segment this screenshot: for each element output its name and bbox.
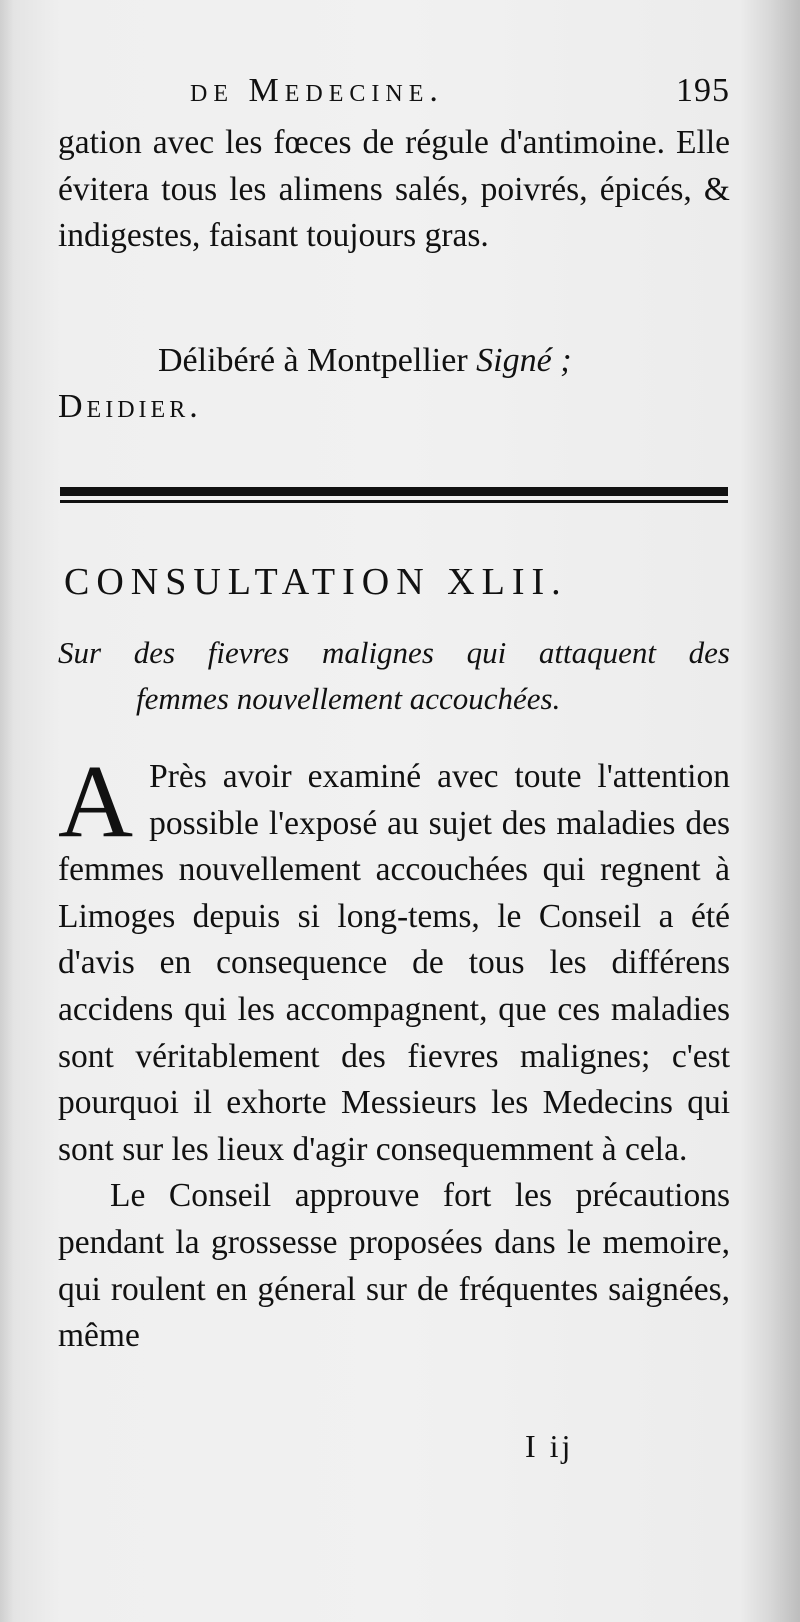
drop-cap: A xyxy=(58,744,134,859)
consultation-title: CONSULTATION XLII. xyxy=(64,561,568,603)
continued-text: gation avec les fœces de régule d'antimoine. Elle évitera tous les alimens salés, poivrés, épicés, & indigestes, faisant toujours gras. xyxy=(58,124,730,255)
paragraph-1-text: Près avoir examiné avec toute l'attention possible l'exposé au sujet des maladies des femmes nouvellement accouchées qui regnent à Limoges depuis si long-tems, le Conseil a été d'avis en consequence de tous les différens accidens qui les accompagnent, que ces maladies sont véritablement des fievres malignes; c'est pourquoi il exhorte Messieurs les Medecins qui sont sur les lieux d'agir consequemment à cela. xyxy=(58,758,730,1168)
signe-word: Signé ; xyxy=(476,342,572,379)
page-header xyxy=(190,72,730,112)
section-rule-thin xyxy=(60,500,728,503)
page-number: 195 xyxy=(676,72,730,109)
consultation-body xyxy=(58,744,730,1360)
subtitle-line-2: femmes nouvellement accouchées. xyxy=(136,681,561,716)
signer-name: Deidier. xyxy=(58,388,202,425)
paragraph-2: Le Conseil approuve fort les précautions pendant la grossesse proposées dans le memoire, qui roulent en géneral sur de fréquentes saignées, même xyxy=(58,1177,730,1355)
deliberation-text: Délibéré à Montpellier xyxy=(158,342,477,379)
deliberation-block xyxy=(58,338,730,430)
subtitle-line-1: Sur des fievres malignes qui attaquent des xyxy=(58,635,730,670)
signature-mark: I ij xyxy=(525,1428,574,1464)
deliberation-line xyxy=(58,338,730,384)
consultation-subtitle xyxy=(58,630,730,722)
continued-paragraph xyxy=(58,120,730,260)
section-rule-thick xyxy=(60,487,728,496)
paragraph-1 xyxy=(58,744,730,1173)
running-head: de Medecine. xyxy=(190,72,444,109)
